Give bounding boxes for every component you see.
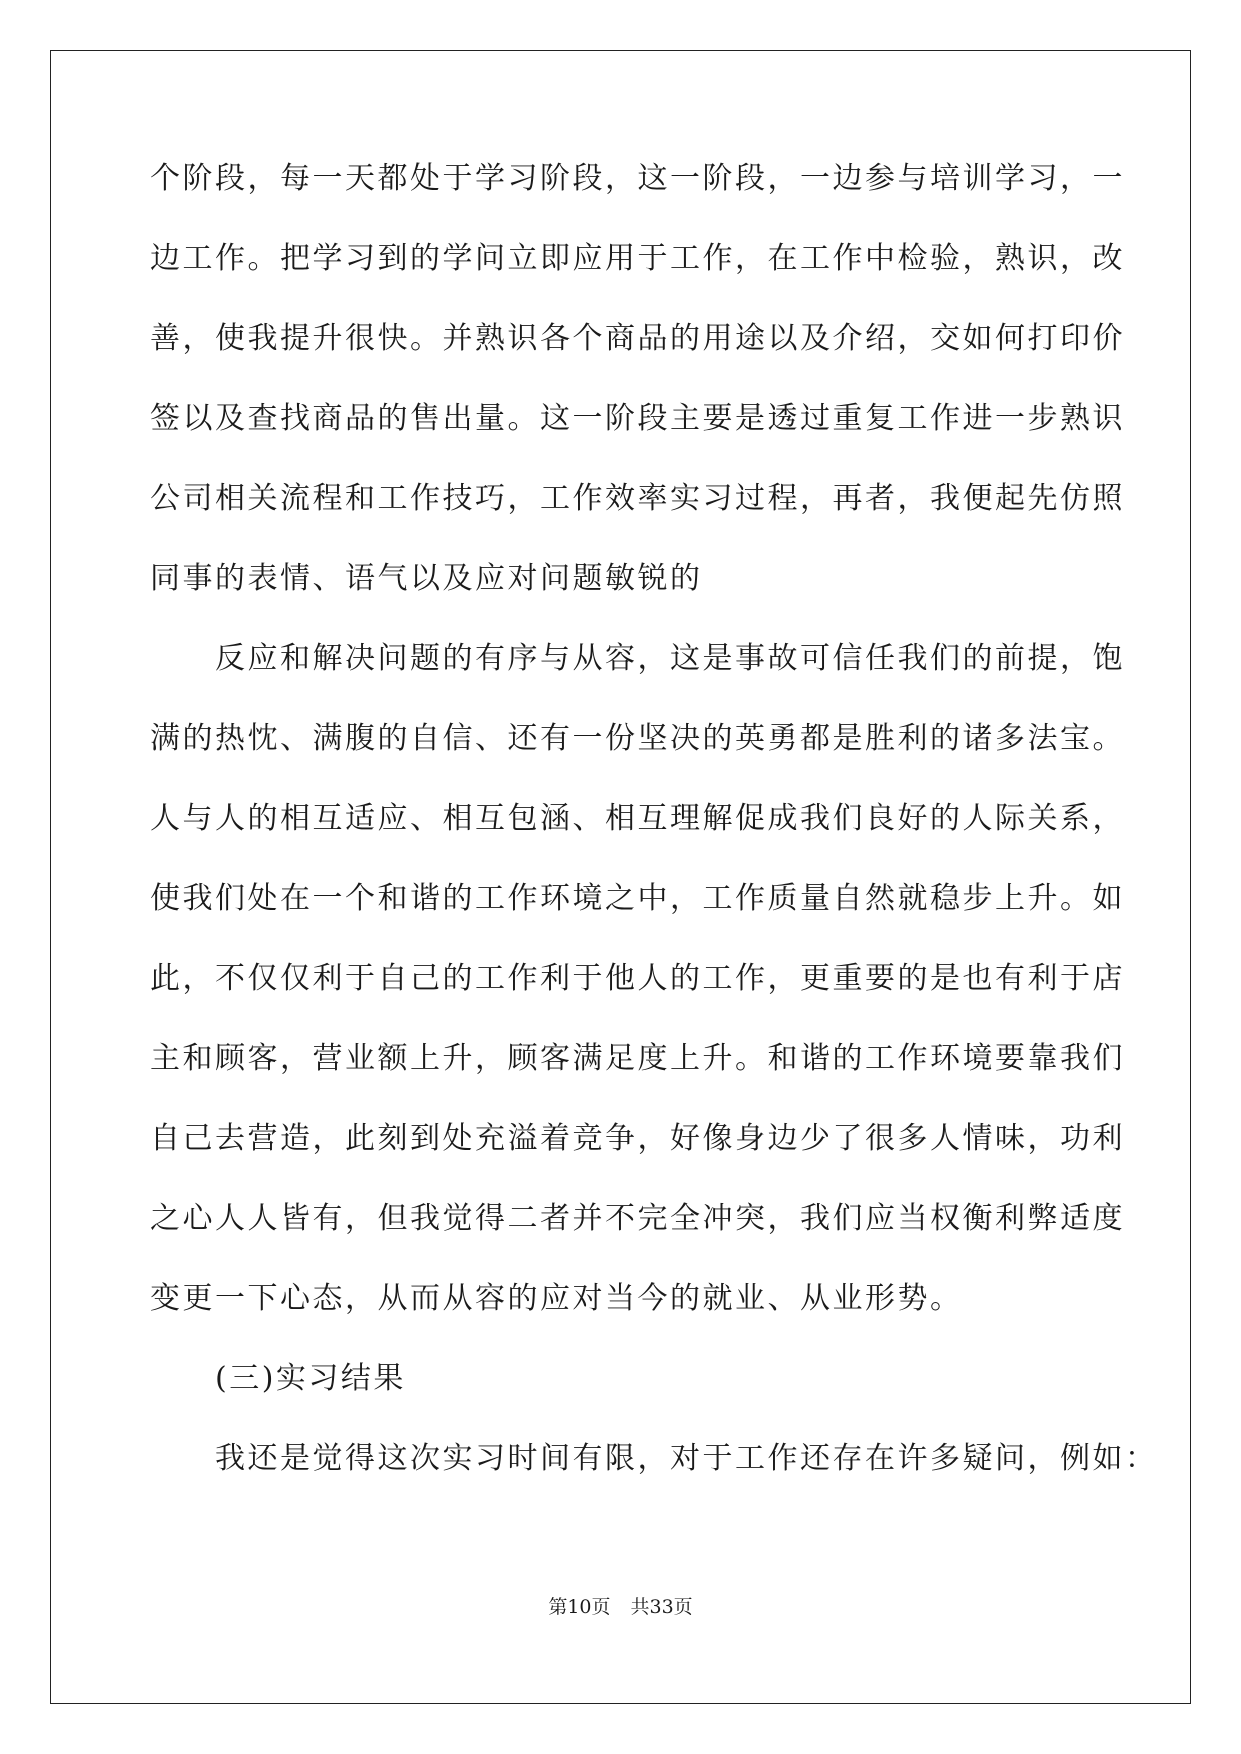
text-line: 主和顾客，营业额上升，顾客满足度上升。和谐的工作环境要靠我们 bbox=[150, 1041, 1125, 1076]
text-line: 我还是觉得这次实习时间有限，对于工作还存在许多疑问，例如： bbox=[215, 1441, 1158, 1476]
text-line: 之心人人皆有，但我觉得二者并不完全冲突，我们应当权衡利弊适度 bbox=[150, 1201, 1125, 1236]
text-line: 自己去营造，此刻到处充溢着竞争，好像身边少了很多人情味，功利 bbox=[150, 1121, 1125, 1156]
text-line: 同事的表情、语气以及应对问题敏锐的 bbox=[150, 561, 703, 596]
text-line: 此，不仅仅利于自己的工作利于他人的工作，更重要的是也有利于店 bbox=[150, 961, 1125, 996]
text-line: 个阶段，每一天都处于学习阶段，这一阶段，一边参与培训学习，一 bbox=[150, 161, 1125, 196]
text-line: 公司相关流程和工作技巧，工作效率实习过程，再者，我便起先仿照 bbox=[150, 481, 1125, 516]
text-line: 人与人的相互适应、相互包涵、相互理解促成我们良好的人际关系， bbox=[150, 801, 1125, 836]
text-line: 变更一下心态，从而从容的应对当今的就业、从业形势。 bbox=[150, 1281, 963, 1316]
text-line: 满的热忱、满腹的自信、还有一份坚决的英勇都是胜利的诸多法宝。 bbox=[150, 721, 1125, 756]
text-line: 反应和解决问题的有序与从容，这是事故可信任我们的前提，饱 bbox=[215, 641, 1125, 676]
text-line: 签以及查找商品的售出量。这一阶段主要是透过重复工作进一步熟识 bbox=[150, 401, 1125, 436]
page-footer bbox=[0, 1595, 1241, 1619]
text-line: 边工作。把学习到的学问立即应用于工作，在工作中检验，熟识，改 bbox=[150, 241, 1125, 276]
page-number: 第10页 bbox=[548, 1596, 611, 1618]
page-total: 共33页 bbox=[630, 1596, 693, 1618]
section-heading: (三)实习结果 bbox=[215, 1361, 406, 1396]
document-body bbox=[150, 160, 1158, 1520]
text-line: 使我们处在一个和谐的工作环境之中，工作质量自然就稳步上升。如 bbox=[150, 881, 1125, 916]
text-line: 善，使我提升很快。并熟识各个商品的用途以及介绍，交如何打印价 bbox=[150, 321, 1125, 356]
